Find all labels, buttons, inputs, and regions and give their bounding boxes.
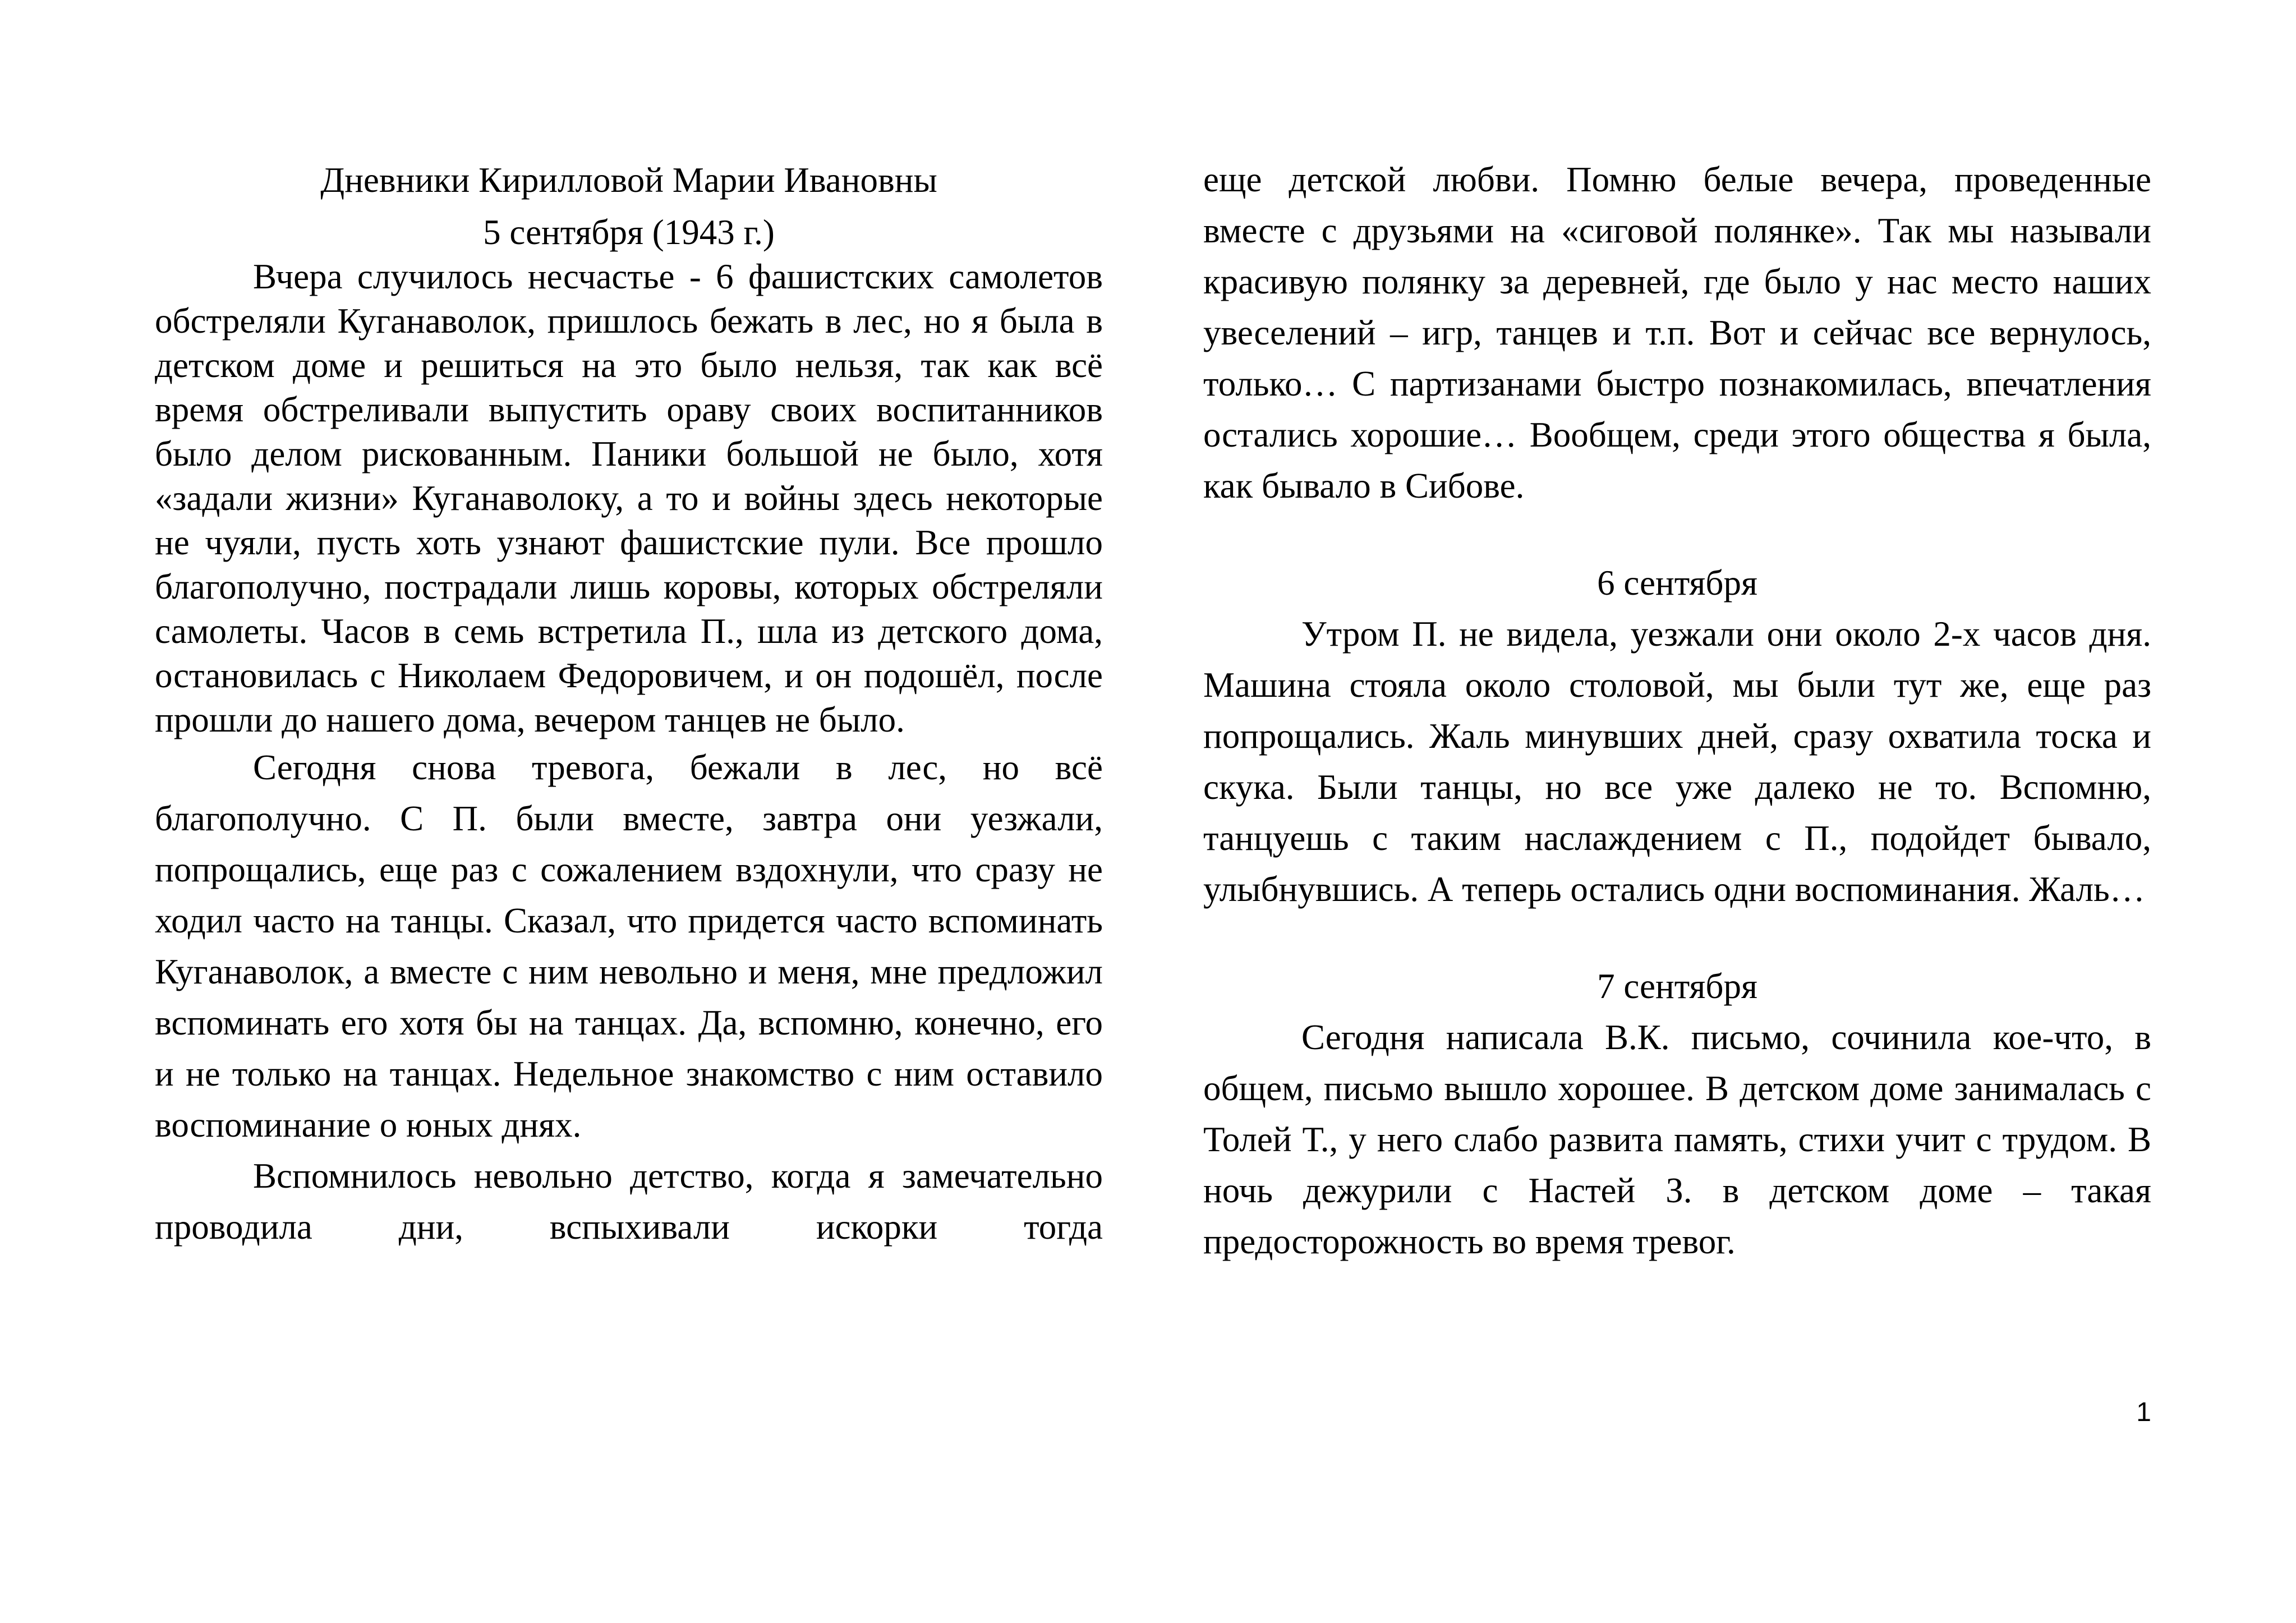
right-column bbox=[1203, 154, 2151, 1267]
spacer bbox=[1203, 915, 2151, 961]
entry-date-sep-6: 6 сентября bbox=[1597, 563, 1757, 603]
entry-date-sep-7: 7 сентября bbox=[1597, 967, 1757, 1006]
entry-paragraph: Сегодня написала В.К. письмо, сочинила кое-что, в общем, письмо вышло хорошее. В детском доме занималась с Толей Т., у него слабо развита память, стихи учит с трудом. В ночь дежурили с Настей З. в детском доме – такая предосторожность во время тревог. bbox=[1203, 1018, 2151, 1261]
page-number: 1 bbox=[2136, 1397, 2151, 1427]
entry-paragraph: Сегодня снова тревога, бежали в лес, но всё благополучно. С П. были вместе, завтра они уезжали, попрощались, еще раз с сожалением вздохнули, что сразу не ходил часто на танцы. Сказал, что придется часто вспоминать Куганаволок, а вместе с ним невольно и меня, мне предложил вспоминать его хотя бы на танцах. Да, вспомню, конечно, его и не только на танцах. Недельное знакомство с ним оставило воспоминание о юных днях. bbox=[155, 748, 1103, 1144]
spacer bbox=[1203, 512, 2151, 558]
entry-paragraph: Вспомнилось невольно детство, когда я замечательно проводила дни, вспыхивали искорки тогда bbox=[155, 1156, 1103, 1247]
document-title: Дневники Кирилловой Марии Ивановны bbox=[320, 160, 937, 200]
left-column bbox=[155, 154, 1103, 1253]
spacer bbox=[155, 206, 1103, 210]
entry-paragraph: Утром П. не видела, уезжали они около 2-х часов дня. Машина стояла около столовой, мы были тут же, еще раз попрощались. Жаль минувших дней, сразу охватила тоска и скука. Были танцы, но все уже далеко не то. Вспомню, танцуешь с таким наслаждением с П., подойдет бывало, улыбнувшись. А теперь остались одни воспоминания. Жаль… bbox=[1203, 614, 2151, 909]
entry-paragraph: Вчера случилось несчастье - 6 фашистских самолетов обстреляли Куганаволок, пришлось бежать в лес, но я была в детском доме и решиться на это было нельзя, так как всё время обстреливали выпустить ораву своих воспитанников было делом рискованным. Паники большой не было, хотя «задали жизни» Куганаволоку, а то и войны здесь некоторые не чуяли, пусть хоть узнают фашистские пули. Все прошло благополучно, пострадали лишь коровы, которых обстреляли самолеты. Часов в семь встретила П., шла из детского дома, остановилась с Николаем Федоровичем, и он подошёл, после прошли до нашего дома, вечером танцев не было. bbox=[155, 257, 1103, 739]
entry-date-sep-5: 5 сентября (1943 г.) bbox=[483, 213, 775, 252]
entry-paragraph-continued: еще детской любви. Помню белые вечера, проведенные вместе с друзьями на «сиговой полянке». Так мы называли красивую полянку за деревней, где было у нас место наших увеселений – игр, танцев и т.п. Вот и сейчас все вернулось, только… С партизанами быстро познакомилась, впечатления остались хорошие… Вообщем, среди этого общества я была, как бывало в Сибове. bbox=[1203, 160, 2151, 505]
